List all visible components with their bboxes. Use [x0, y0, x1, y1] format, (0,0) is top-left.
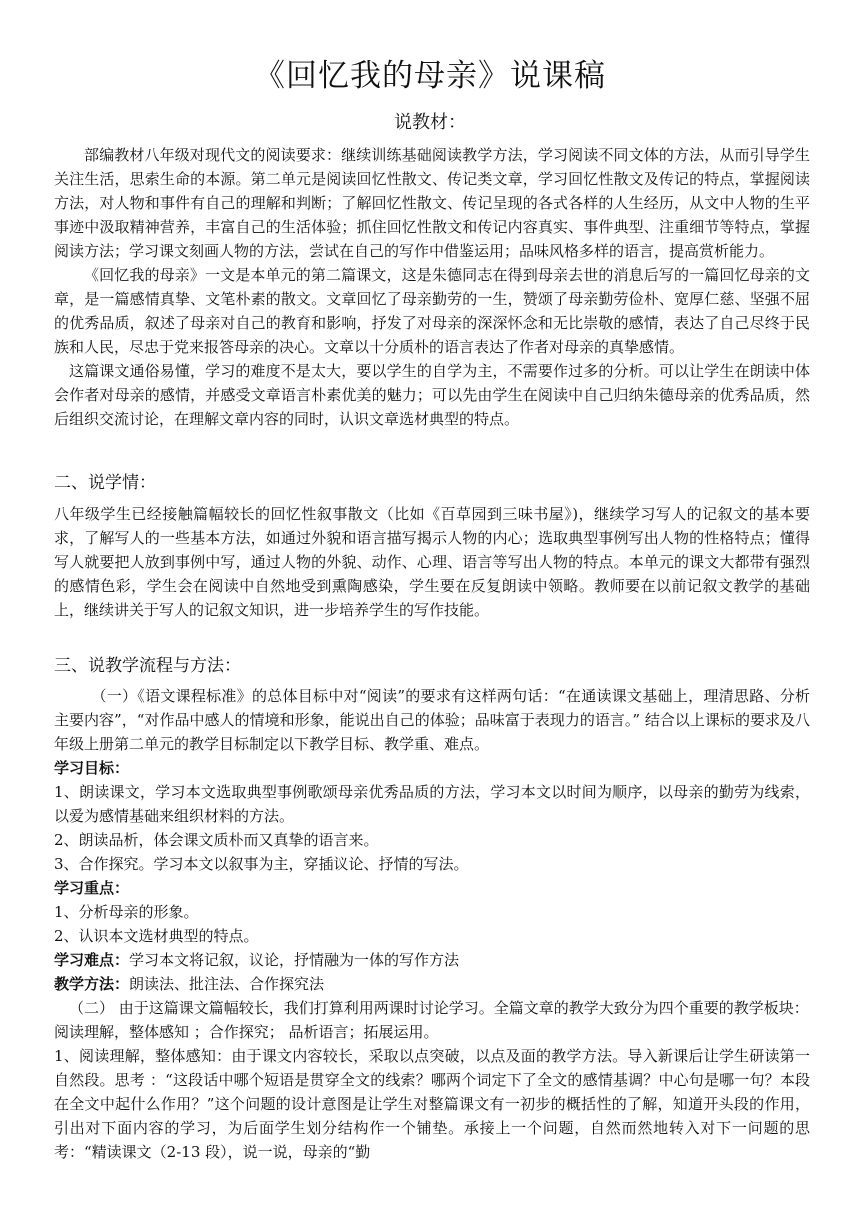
paragraph: 1、阅读理解，整体感知：由于课文内容较长，采取以点突破，以点及面的教学方法。导入新课后让学生研读第一自然段。思考 ：“这段话中哪个短语是贯穿全文的线索？哪两个词定下了全文的感情基调？中心句是哪一句？本段在全文中起什么作用？”这个问题的设计意图是让学生对整篇课文有一初步的概括性的了解，知道开头段的作用，引出对下面内容的学习，为后面学生划分结构作一个铺垫。承接上一个问题，自然而然地转入对下一问题的思考：“精读课文（2-13 段），说一说，母亲的“勤	[54, 1047, 810, 1161]
textbook-section	[54, 143, 810, 431]
difficulty-text: 学习本文将记叙，议论，抒情融为一体的写作方法	[129, 951, 460, 969]
paragraph: 这篇课文通俗易懂，学习的难度不是太大，要以学生的自学为主，不需要作过多的分析。可以让学生在朗读中体会作者对母亲的感情，并感受文章语言朴素优美的魅力；可以先由学生在阅读中自己归纳朱德母亲的优秀品质，然后组织交流讨论，在理解文章内容的同时，认识文章选材典型的特点。	[54, 362, 810, 428]
section-heading-textbook: 说教材：	[394, 112, 466, 133]
paragraph: 部编教材八年级对现代文的阅读要求：继续训练基础阅读教学方法，学习阅读不同文体的方法，从而引导学生关注生活，思索生命的本源。第二单元是阅读回忆性散文、传记类文章，学习回忆性散文及传记的特点，掌握阅读方法，对人物和事件有自己的理解和判断；了解回忆性散文、传记呈现的各式各样的人生经历，从文中人物的生平事迹中汲取精神营养，丰富自己的生活体验；抓住回忆性散文和传记内容真实、事件典型、注重细节等特点，掌握阅读方法；学习课文刻画人物的方法，尝试在自己的写作中借鉴运用；品味风格多样的语言，提高赏析能力。	[54, 146, 810, 260]
list-item: 3、合作探究。学习本文以叙事为主，穿插议论、抒情的写法。	[54, 855, 469, 873]
list-item: 2、朗读品析，体会课文质朴而又真挚的语言来。	[54, 831, 379, 849]
blocks-line: 阅读理解，整体感知 ；合作探究； 品析语言；拓展运用。	[54, 1023, 439, 1041]
paragraph: （一）《语文课程标准》的总体目标中对“阅读”的要求有这样两句话：“在通读课文基础上，理清思路、分析主要内容”，“对作品中感人的情境和形象，能说出自己的体验；品味富于表现力的语言。” 结合以上课标的要求及八年级上册第二单元的教学目标制定以下教学目标、教学重、难点。	[54, 687, 810, 753]
process-section	[54, 684, 810, 1164]
paragraph: （二） 由于这篇课文篇幅较长，我们打算利用两课时讨论学习。全篇文章的教学大致分为四个重要的教学板块：	[69, 999, 809, 1017]
difficulty-line	[54, 948, 810, 972]
method-label: 教学方法：	[54, 975, 130, 993]
keys-label: 学习重点：	[54, 879, 130, 897]
goals-label: 学习目标：	[54, 759, 130, 777]
list-item: 1、朗读课文，学习本文选取典型事例歌颂母亲优秀品质的方法，学习本文以时间为顺序，以母亲的勤劳为线索，以爱为感情基础来组织材料的方法。	[54, 783, 810, 825]
section-heading-process: 三、说教学流程与方法：	[54, 656, 241, 676]
method-text: 朗读法、批注法、合作探究法	[129, 975, 325, 993]
list-item: 1、分析母亲的形象。	[54, 903, 199, 921]
difficulty-label: 学习难点：	[54, 951, 130, 969]
method-line	[54, 972, 810, 996]
students-section	[54, 502, 810, 622]
paragraph: 《回忆我的母亲》一文是本单元的第二篇课文，这是朱德同志在得到母亲去世的消息后写的一篇回忆母亲的文章，是一篇感情真挚、文笔朴素的散文。文章回忆了母亲勤劳的一生，赞颂了母亲勤劳俭朴、宽厚仁慈、坚强不屈的优秀品质，叙述了母亲对自己的教育和影响，抒发了对母亲的深深怀念和无比崇敬的感情，表达了自己尽终于民族和人民，尽忠于党来报答母亲的决心。文章以十分质朴的语言表达了作者对母亲的真挚感情。	[54, 266, 810, 356]
document-title: 《回忆我的母亲》说课稿	[254, 58, 606, 94]
list-item: 2、认识本文选材典型的特点。	[54, 927, 259, 945]
section-heading-students: 二、说学情：	[54, 473, 156, 493]
paragraph: 八年级学生已经接触篇幅较长的回忆性叙事散文（比如《百草园到三味书屋》)，继续学习写人的记叙文的基本要求，了解写人的一些基本方法，如通过外貌和语言描写揭示人物的内心；选取典型事例写出人物的性格特点；懂得写人就要把人放到事例中写，通过人物的外貌、动作、心理、语言等写出人物的特点。本单元的课文大都带有强烈的感情色彩，学生会在阅读中自然地受到熏陶感染，学生要在反复朗读中领略。教师要在以前记叙文教学的基础上，继续讲关于写人的记叙文知识，进一步培养学生的写作技能。	[54, 505, 810, 619]
